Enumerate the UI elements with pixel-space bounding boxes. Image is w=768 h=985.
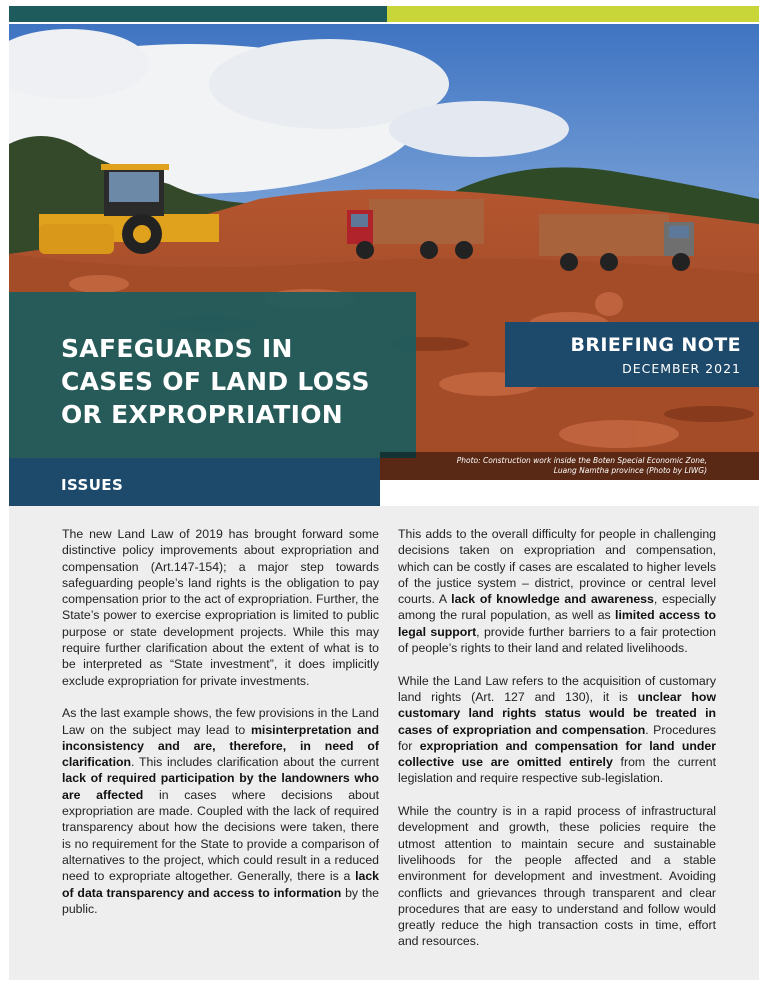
publication-date: DECEMBER 2021: [622, 361, 741, 376]
emphasis: lack of knowledge and awareness: [451, 592, 654, 607]
paragraph: [398, 673, 716, 787]
emphasis: unclear how customary land rights status would be treated in cases of expropriation and compensation: [398, 689, 717, 737]
text-run: in cases where decisions about expropriation are made. Coupled with the lack of required transparency about how the decisions were taken, there is no requirement for the State to provide a comparison of alternatives to the project, which could result in a reduced need to expropriate altogether. Generally, there is a: [62, 787, 379, 884]
left-column: [62, 526, 379, 933]
right-column: [398, 526, 716, 966]
top-accent-bar-teal: [9, 6, 387, 22]
paragraph: While the country is in a rapid process of infrastructural development and growth, these policies require the utmost attention to maintain secure and sustainable livelihoods for the people affected and a stable environment for development and investment. Avoiding conflicts and grievances through transparent and clear procedures that are easy to understand and follow would greatly reduce the high transaction costs in time, effort and resources.: [398, 804, 716, 949]
section-header-bar: [9, 458, 380, 506]
text-run: . Procedures for: [398, 722, 717, 753]
paragraph: The new Land Law of 2019 has brought forward some distinctive policy improvements about expropriation and compensation (Art.147-154); a major step towards safeguarding people’s land rights is the obligation to pay compensation prior to the act of expropriation. Further, the State’s power to exercise expropriation is limited to public purpose or state development projects. While this may require further clarification about the extent of what is to be interpreted as “State investment”, it does implicitly exclude expropriation for private investments.: [62, 527, 379, 688]
emphasis: misinterpretation and inconsistency and are, therefore, in need of clarification: [62, 722, 379, 770]
emphasis: expropriation and compensation for land under collective use are omitted entirely: [398, 738, 716, 770]
top-accent-bar-lime: [387, 6, 759, 22]
emphasis: limited access to legal support: [398, 608, 716, 639]
page-title-line-1: SAFEGUARDS IN: [61, 334, 293, 363]
text-run: from the current legislation and require respective sub-legislation.: [398, 755, 716, 786]
page-title-line-2: CASES OF LAND LOSS: [61, 367, 370, 396]
emphasis: lack of required participation by the landowners who are affected: [62, 771, 379, 802]
text-run: As the last example shows, the few provisions in the Land Law on the subject may lead to: [62, 706, 379, 737]
text-run: , especially among the rural population, as well as: [398, 592, 716, 623]
section-heading: ISSUES: [61, 476, 124, 494]
paragraph: [62, 705, 379, 917]
photo-caption-line-2: Luang Namtha province (Photo by LIWG): [553, 466, 707, 475]
text-run: This adds to the overall difficulty for people in challenging decisions taken on expropriation and compensation, which can be costly if cases are escalated to higher levels of the justice system – district, province or central level courts. A: [398, 527, 716, 607]
photo-caption-line-1: Photo: Construction work inside the Boten Special Economic Zone,: [456, 456, 707, 465]
text-run: While the Land Law refers to the acquisition of customary land rights (Art. 127 and 130), it is: [398, 673, 716, 704]
emphasis: lack of data transparency and access to information: [62, 869, 379, 900]
text-run: . This includes clarification about the current: [131, 755, 379, 770]
text-run: , provide further barriers to a fair protection of people’s rights to their land and related livelihoods.: [398, 624, 716, 656]
title-panel: [9, 292, 416, 458]
paragraph: [398, 526, 716, 656]
photo-caption: [380, 452, 759, 480]
briefing-note-badge: [505, 322, 759, 387]
page-title-line-3: OR EXPROPRIATION: [61, 400, 343, 429]
briefing-note-label: BRIEFING NOTE: [570, 334, 741, 356]
text-run: by the public.: [62, 885, 379, 916]
